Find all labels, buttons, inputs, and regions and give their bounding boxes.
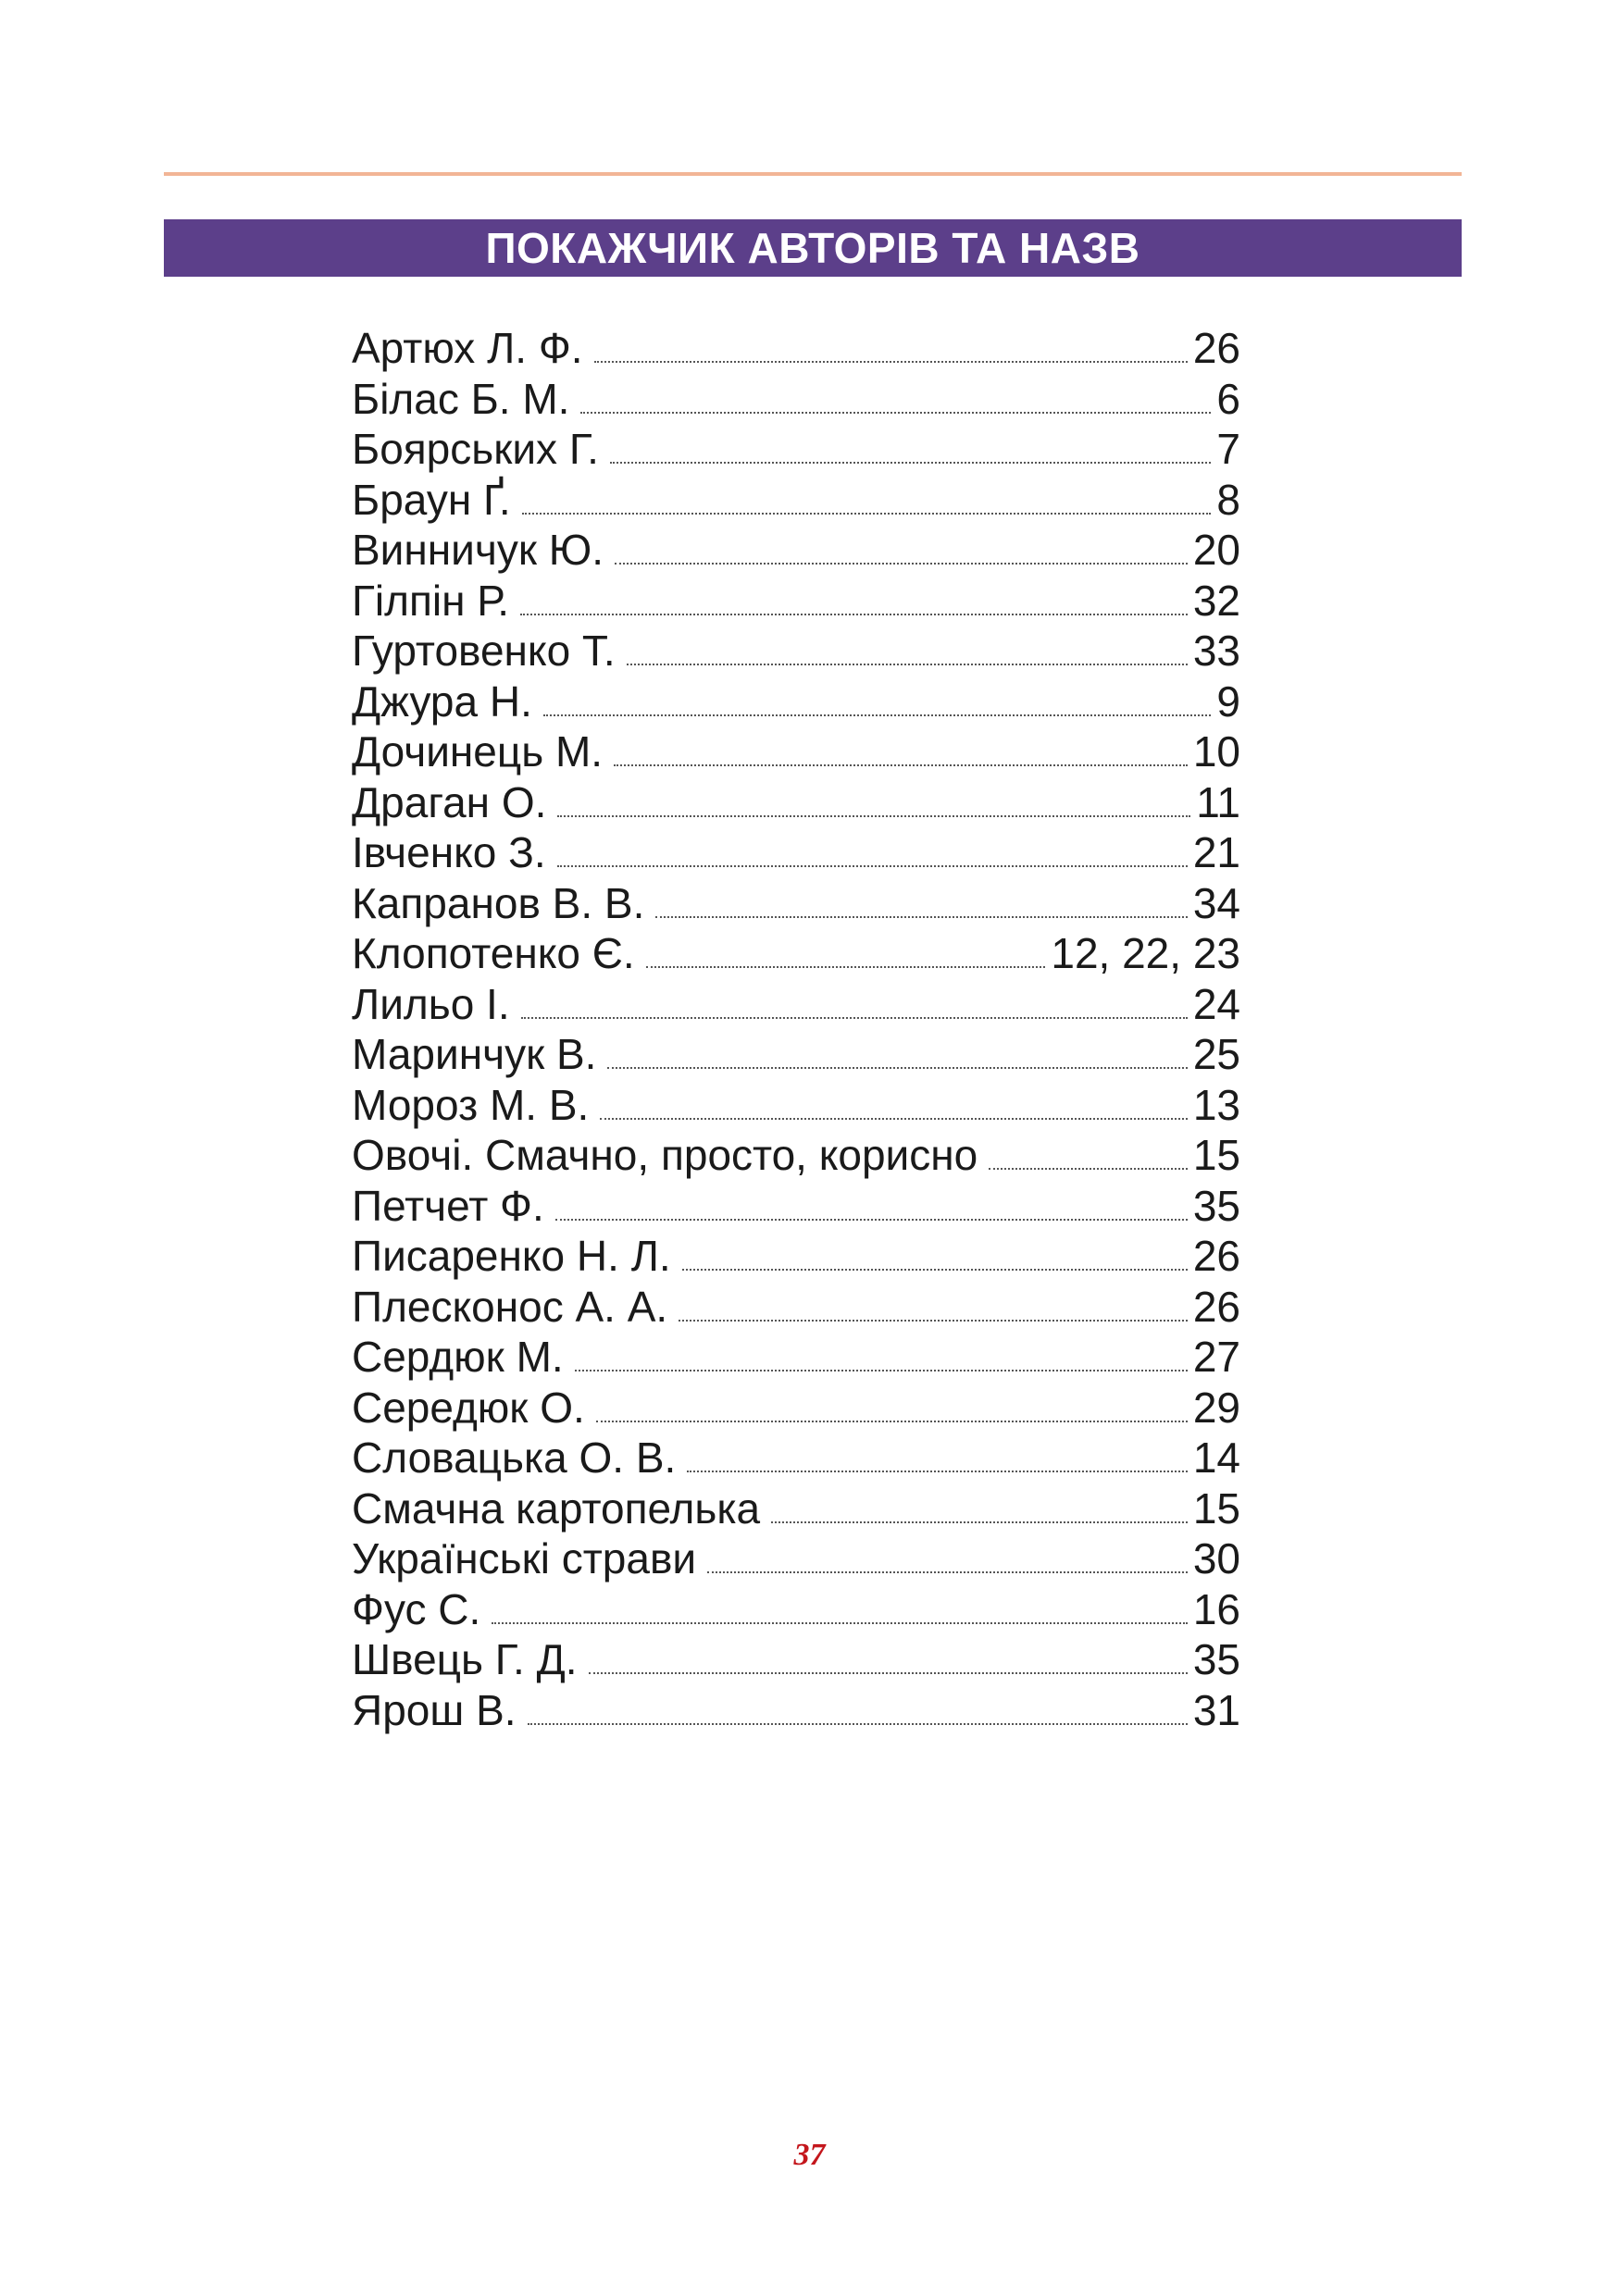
index-entry-name: Винничук Ю. <box>352 526 604 574</box>
index-entry-pages: 24 <box>1192 979 1240 1028</box>
dot-leader <box>521 1017 1188 1019</box>
index-entry <box>352 1433 1240 1483</box>
index-entry <box>352 676 1240 727</box>
dot-leader <box>520 614 1188 615</box>
index-entry <box>352 1080 1240 1131</box>
index-entry-name: Писаренко Н. Л. <box>352 1232 671 1280</box>
index-entry-pages: 15 <box>1192 1483 1240 1533</box>
index-entry-name: Гуртовенко Т. <box>352 627 616 675</box>
dot-leader <box>989 1168 1188 1170</box>
index-entry-pages: 33 <box>1192 627 1240 675</box>
dot-leader <box>610 462 1212 464</box>
index-entry-pages: 26 <box>1192 324 1240 372</box>
dot-leader <box>589 1672 1188 1674</box>
index-entry-name: Дочинець М. <box>352 727 604 776</box>
index-entry <box>352 323 1240 374</box>
index-entry <box>352 1181 1240 1232</box>
index-entry-name: Артюх Л. Ф. <box>352 324 583 372</box>
index-entry-name: Драган О. <box>352 777 547 826</box>
index-entry-pages: 10 <box>1192 727 1240 776</box>
index-entry-pages: 30 <box>1192 1534 1240 1582</box>
dot-leader <box>771 1521 1188 1523</box>
dot-leader <box>557 815 1190 817</box>
index-entry-name: Лильо І. <box>352 979 510 1028</box>
dot-leader <box>687 1471 1188 1472</box>
index-entry-name: Середюк О. <box>352 1383 585 1432</box>
index-entry <box>352 979 1240 1030</box>
index-entry-name: Сердюк М. <box>352 1333 564 1381</box>
author-title-index <box>352 323 1240 1735</box>
index-entry-pages: 15 <box>1192 1131 1240 1179</box>
index-entry <box>352 1483 1240 1534</box>
index-entry-pages: 12, 22, 23 <box>1051 929 1240 977</box>
index-entry-pages: 25 <box>1192 1030 1240 1078</box>
index-entry-pages: 27 <box>1192 1333 1240 1381</box>
index-entry-pages: 14 <box>1192 1433 1240 1482</box>
index-entry-name: Білас Б. М. <box>352 374 570 423</box>
dot-leader <box>522 513 1212 515</box>
index-entry-pages: 32 <box>1192 576 1240 625</box>
index-entry <box>352 928 1240 979</box>
index-entry-pages: 8 <box>1216 475 1240 524</box>
dot-leader <box>543 714 1212 716</box>
index-entry <box>352 1029 1240 1080</box>
index-entry-pages: 7 <box>1216 425 1240 473</box>
index-entry-pages: 21 <box>1192 828 1240 876</box>
index-entry <box>352 1634 1240 1685</box>
index-entry-name: Маринчук В. <box>352 1030 597 1078</box>
index-entry-pages: 31 <box>1192 1685 1240 1734</box>
index-entry <box>352 525 1240 576</box>
index-entry-name: Смачна картопелька <box>352 1483 761 1533</box>
dot-leader <box>557 865 1188 867</box>
index-entry <box>352 1685 1240 1736</box>
top-divider-rule <box>164 172 1462 176</box>
index-entry <box>352 1282 1240 1333</box>
dot-leader <box>646 966 1046 968</box>
index-entry <box>352 878 1240 929</box>
dot-leader <box>528 1723 1188 1725</box>
index-entry <box>352 1130 1240 1181</box>
index-entry-pages: 16 <box>1192 1584 1240 1633</box>
title-bar <box>164 219 1462 277</box>
index-entry <box>352 726 1240 777</box>
page-number: 37 <box>793 2138 826 2172</box>
index-entry-pages: 35 <box>1192 1635 1240 1683</box>
index-entry-pages: 11 <box>1196 777 1240 826</box>
index-entry-pages: 29 <box>1192 1383 1240 1432</box>
index-entry-name: Овочі. Смачно, просто, корисно <box>352 1131 978 1179</box>
dot-leader <box>614 764 1188 766</box>
index-entry <box>352 1533 1240 1584</box>
index-entry <box>352 1383 1240 1433</box>
dot-leader <box>555 1219 1188 1221</box>
index-entry-name: Клопотенко Є. <box>352 929 635 977</box>
dot-leader <box>596 1421 1188 1422</box>
index-entry-name: Джура Н. <box>352 676 532 726</box>
dot-leader <box>615 563 1188 565</box>
dot-leader <box>594 361 1188 363</box>
index-entry-pages: 13 <box>1192 1080 1240 1129</box>
index-entry-name: Словацька О. В. <box>352 1433 677 1482</box>
dot-leader <box>627 664 1188 665</box>
page-title: ПОКАЖЧИК АВТОРІВ ТА НАЗВ <box>485 224 1140 272</box>
index-entry-name: Петчет Ф. <box>352 1181 544 1230</box>
index-entry-name: Мороз М. В. <box>352 1080 590 1129</box>
index-entry <box>352 827 1240 878</box>
index-entry-pages: 9 <box>1216 676 1240 726</box>
index-entry-name: Капранов В. В. <box>352 878 645 927</box>
dot-leader <box>707 1571 1188 1573</box>
index-entry-name: Ярош В. <box>352 1685 517 1734</box>
index-entry <box>352 1332 1240 1383</box>
dot-leader <box>580 412 1211 414</box>
index-entry <box>352 374 1240 425</box>
index-entry-pages: 26 <box>1192 1282 1240 1331</box>
index-entry <box>352 576 1240 627</box>
index-entry-pages: 34 <box>1192 878 1240 927</box>
dot-leader <box>607 1067 1187 1069</box>
dot-leader <box>492 1622 1188 1624</box>
index-entry-name: Боярських Г. <box>352 425 599 473</box>
index-entry <box>352 626 1240 676</box>
index-entry-name: Українські страви <box>352 1534 697 1582</box>
dot-leader <box>655 916 1187 918</box>
index-entry <box>352 424 1240 475</box>
dot-leader <box>575 1370 1188 1371</box>
index-entry-name: Браун Ґ. <box>352 475 511 524</box>
index-entry <box>352 475 1240 526</box>
dot-leader <box>679 1320 1188 1322</box>
index-entry-name: Гілпін Р. <box>352 576 510 625</box>
index-entry-name: Івченко З. <box>352 828 546 876</box>
index-entry-pages: 35 <box>1192 1181 1240 1230</box>
index-entry-name: Плесконос А. А. <box>352 1282 668 1331</box>
index-entry <box>352 777 1240 828</box>
index-entry-name: Фус С. <box>352 1584 481 1633</box>
index-entry-pages: 20 <box>1192 526 1240 574</box>
index-entry <box>352 1584 1240 1635</box>
index-entry-name: Швець Г. Д. <box>352 1635 578 1683</box>
index-entry-pages: 6 <box>1216 374 1240 423</box>
index-entry <box>352 1231 1240 1282</box>
index-entry-pages: 26 <box>1192 1232 1240 1280</box>
dot-leader <box>600 1118 1188 1120</box>
dot-leader <box>682 1269 1188 1271</box>
